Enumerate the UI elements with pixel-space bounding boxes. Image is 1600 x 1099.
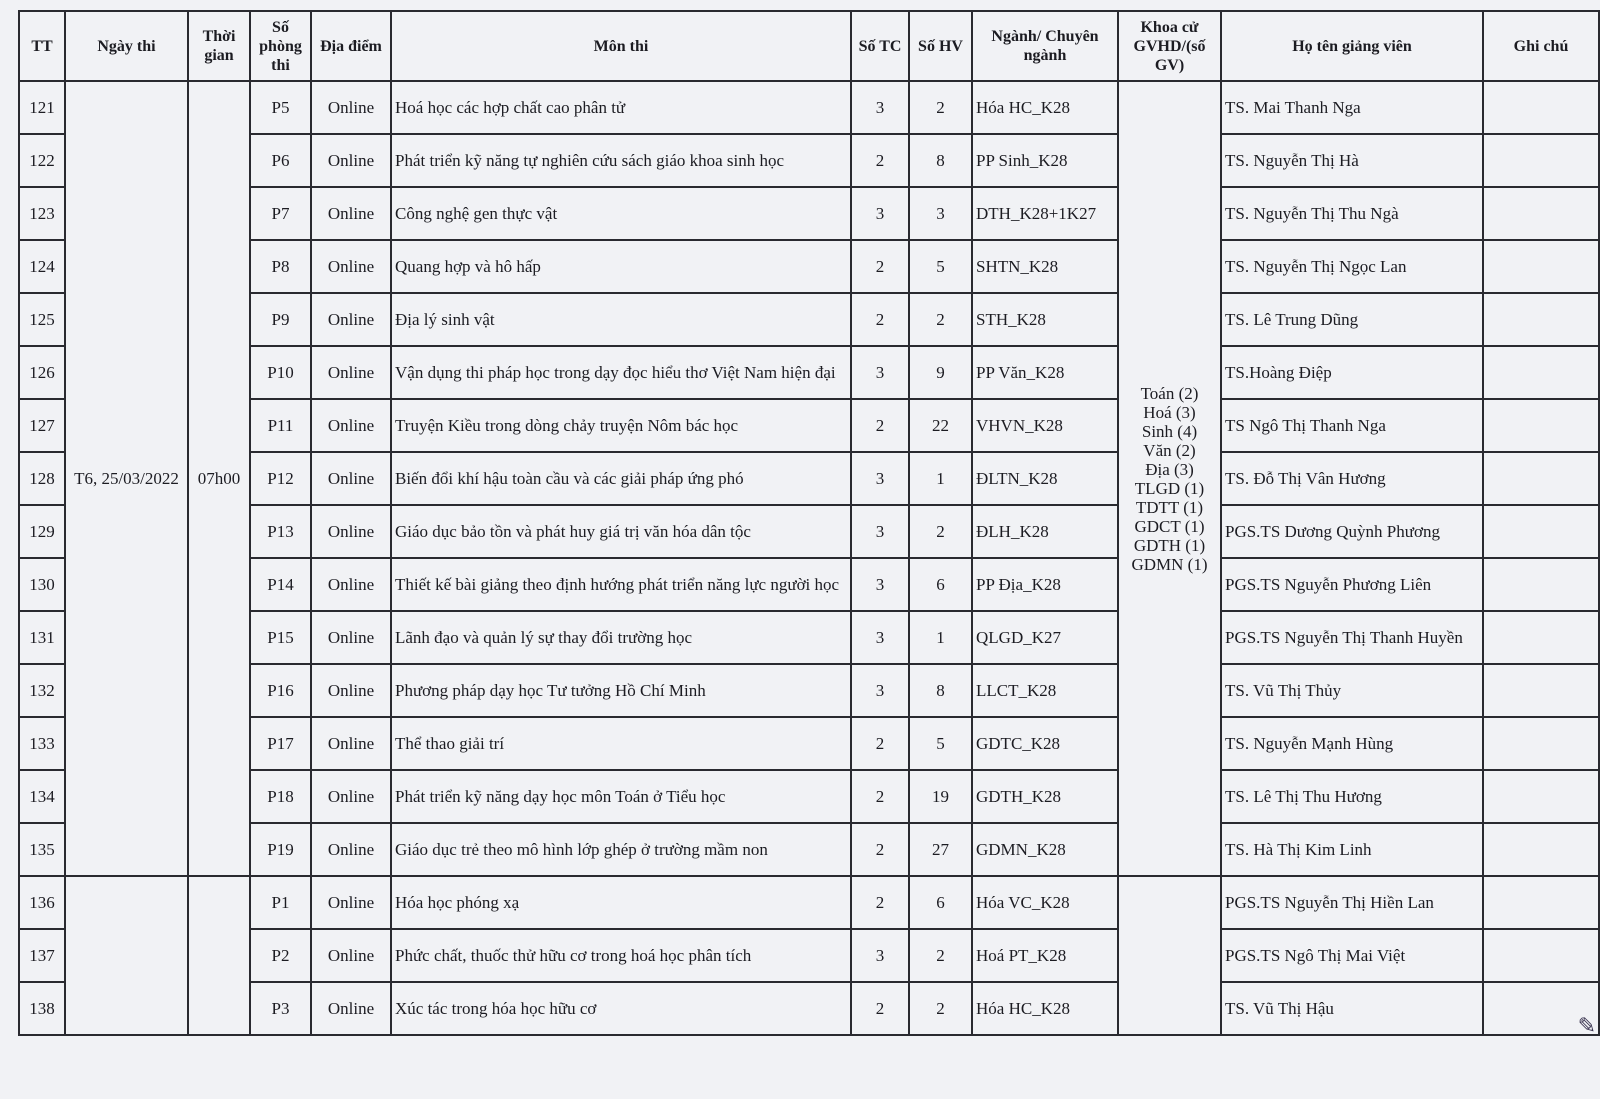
students-cell: 22 (909, 399, 972, 452)
room-cell: P7 (250, 187, 311, 240)
location-cell: Online (311, 346, 391, 399)
major-cell: VHVN_K28 (972, 399, 1118, 452)
major-cell: PP Địa_K28 (972, 558, 1118, 611)
lecturer-cell: TS. Nguyễn Thị Hà (1221, 134, 1483, 187)
students-cell: 8 (909, 664, 972, 717)
subject-cell: Truyện Kiều trong dòng chảy truyện Nôm bác học (391, 399, 851, 452)
location-cell: Online (311, 823, 391, 876)
row-number: 136 (19, 876, 65, 929)
room-cell: P18 (250, 770, 311, 823)
students-cell: 2 (909, 929, 972, 982)
subject-cell: Phương pháp dạy học Tư tưởng Hồ Chí Minh (391, 664, 851, 717)
row-number: 134 (19, 770, 65, 823)
students-cell: 6 (909, 876, 972, 929)
table-row (19, 929, 1599, 982)
lecturer-cell: TS. Mai Thanh Nga (1221, 81, 1483, 134)
major-cell: Hóa VC_K28 (972, 876, 1118, 929)
credits-cell: 3 (851, 505, 909, 558)
lecturer-cell: PGS.TS Dương Quỳnh Phương (1221, 505, 1483, 558)
lecturer-cell: TS. Lê Trung Dũng (1221, 293, 1483, 346)
subject-cell: Phức chất, thuốc thử hữu cơ trong hoá học phân tích (391, 929, 851, 982)
room-cell: P15 (250, 611, 311, 664)
notes-cell (1483, 452, 1599, 505)
row-number: 137 (19, 929, 65, 982)
table-row (19, 770, 1599, 823)
subject-cell: Công nghệ gen thực vật (391, 187, 851, 240)
header-tt: TT (19, 11, 65, 81)
location-cell: Online (311, 187, 391, 240)
exam-date-cell: T6, 25/03/2022 (65, 81, 188, 876)
header-major: Ngành/ Chuyên ngành (972, 11, 1118, 81)
row-number: 125 (19, 293, 65, 346)
credits-cell: 3 (851, 187, 909, 240)
credits-cell: 2 (851, 770, 909, 823)
table-row (19, 982, 1599, 1035)
major-cell: ĐLH_K28 (972, 505, 1118, 558)
major-cell: Hóa HC_K28 (972, 81, 1118, 134)
students-cell: 5 (909, 240, 972, 293)
subject-cell: Thiết kế bài giảng theo định hướng phát triển năng lực người học (391, 558, 851, 611)
notes-cell (1483, 717, 1599, 770)
room-cell: P14 (250, 558, 311, 611)
notes-cell (1483, 558, 1599, 611)
lecturer-cell: TS. Lê Thị Thu Hương (1221, 770, 1483, 823)
major-cell: DTH_K28+1K27 (972, 187, 1118, 240)
lecturer-cell: TS.Hoàng Điệp (1221, 346, 1483, 399)
credits-cell: 2 (851, 982, 909, 1035)
students-cell: 2 (909, 293, 972, 346)
row-number: 132 (19, 664, 65, 717)
row-number: 123 (19, 187, 65, 240)
students-cell: 2 (909, 81, 972, 134)
notes-cell (1483, 664, 1599, 717)
table-row (19, 346, 1599, 399)
credits-cell: 2 (851, 240, 909, 293)
header-lecturer: Họ tên giảng viên (1221, 11, 1483, 81)
subject-cell: Giáo dục trẻ theo mô hình lớp ghép ở trường mầm non (391, 823, 851, 876)
lecturer-cell: TS. Đỗ Thị Vân Hương (1221, 452, 1483, 505)
notes-cell (1483, 240, 1599, 293)
row-number: 135 (19, 823, 65, 876)
header-notes: Ghi chú (1483, 11, 1599, 81)
credits-cell: 3 (851, 452, 909, 505)
row-number: 130 (19, 558, 65, 611)
credits-cell: 3 (851, 558, 909, 611)
subject-cell: Biến đổi khí hậu toàn cầu và các giải pháp ứng phó (391, 452, 851, 505)
table-row (19, 293, 1599, 346)
header-location: Địa điểm (311, 11, 391, 81)
major-cell: ĐLTN_K28 (972, 452, 1118, 505)
location-cell: Online (311, 929, 391, 982)
location-cell: Online (311, 982, 391, 1035)
major-cell: PP Sinh_K28 (972, 134, 1118, 187)
notes-cell (1483, 823, 1599, 876)
credits-cell: 2 (851, 823, 909, 876)
room-cell: P13 (250, 505, 311, 558)
students-cell: 2 (909, 982, 972, 1035)
credits-cell: 3 (851, 929, 909, 982)
major-cell: GDMN_K28 (972, 823, 1118, 876)
lecturer-cell: PGS.TS Nguyễn Thị Hiền Lan (1221, 876, 1483, 929)
location-cell: Online (311, 717, 391, 770)
subject-cell: Hoá học các hợp chất cao phân tử (391, 81, 851, 134)
table-row (19, 399, 1599, 452)
major-cell: QLGD_K27 (972, 611, 1118, 664)
credits-cell: 2 (851, 717, 909, 770)
faculty-line: TLGD (1) (1134, 478, 1205, 498)
lecturer-cell: TS. Nguyễn Mạnh Hùng (1221, 717, 1483, 770)
exam-time-cell: 07h00 (188, 81, 250, 876)
major-cell: GDTH_K28 (972, 770, 1118, 823)
row-number: 129 (19, 505, 65, 558)
notes-cell (1483, 399, 1599, 452)
room-cell: P5 (250, 81, 311, 134)
subject-cell: Hóa học phóng xạ (391, 876, 851, 929)
credits-cell: 2 (851, 399, 909, 452)
location-cell: Online (311, 770, 391, 823)
subject-cell: Quang hợp và hô hấp (391, 240, 851, 293)
major-cell: SHTN_K28 (972, 240, 1118, 293)
major-cell: GDTC_K28 (972, 717, 1118, 770)
faculty-line: TDTT (1) (1135, 497, 1204, 517)
exam-date-cell (65, 876, 188, 1035)
notes-cell (1483, 929, 1599, 982)
credits-cell: 3 (851, 664, 909, 717)
header-time: Thời gian (188, 11, 250, 81)
room-cell: P10 (250, 346, 311, 399)
lecturer-cell: TS. Nguyễn Thị Thu Ngà (1221, 187, 1483, 240)
row-number: 131 (19, 611, 65, 664)
faculty-cell (1118, 81, 1221, 876)
lecturer-cell: PGS.TS Ngô Thị Mai Việt (1221, 929, 1483, 982)
faculty-line: Văn (2) (1143, 440, 1196, 460)
students-cell: 1 (909, 611, 972, 664)
table-row (19, 717, 1599, 770)
room-cell: P9 (250, 293, 311, 346)
lecturer-cell: TS Ngô Thị Thanh Nga (1221, 399, 1483, 452)
notes-cell (1483, 876, 1599, 929)
notes-cell (1483, 293, 1599, 346)
students-cell: 27 (909, 823, 972, 876)
row-number: 122 (19, 134, 65, 187)
subject-cell: Phát triển kỹ năng tự nghiên cứu sách giáo khoa sinh học (391, 134, 851, 187)
faculty-line: GDCT (1) (1134, 516, 1205, 536)
students-cell: 9 (909, 346, 972, 399)
room-cell: P12 (250, 452, 311, 505)
credits-cell: 2 (851, 293, 909, 346)
notes-cell (1483, 187, 1599, 240)
students-cell: 1 (909, 452, 972, 505)
credits-cell: 3 (851, 346, 909, 399)
location-cell: Online (311, 558, 391, 611)
row-number: 128 (19, 452, 65, 505)
room-cell: P3 (250, 982, 311, 1035)
table-row (19, 664, 1599, 717)
faculty-line: Sinh (4) (1141, 421, 1198, 441)
room-cell: P2 (250, 929, 311, 982)
table-row (19, 81, 1599, 134)
students-cell: 3 (909, 187, 972, 240)
table-header-row (19, 11, 1599, 81)
faculty-line: Hoá (3) (1143, 402, 1196, 422)
header-exam-date: Ngày thi (65, 11, 188, 81)
room-cell: P6 (250, 134, 311, 187)
major-cell: Hoá PT_K28 (972, 929, 1118, 982)
row-number: 127 (19, 399, 65, 452)
location-cell: Online (311, 81, 391, 134)
credits-cell: 3 (851, 611, 909, 664)
header-subject: Môn thi (391, 11, 851, 81)
students-cell: 2 (909, 505, 972, 558)
table-row (19, 558, 1599, 611)
major-cell: LLCT_K28 (972, 664, 1118, 717)
room-cell: P16 (250, 664, 311, 717)
room-cell: P8 (250, 240, 311, 293)
room-cell: P17 (250, 717, 311, 770)
subject-cell: Xúc tác trong hóa học hữu cơ (391, 982, 851, 1035)
students-cell: 8 (909, 134, 972, 187)
table-row (19, 611, 1599, 664)
students-cell: 19 (909, 770, 972, 823)
major-cell: STH_K28 (972, 293, 1118, 346)
students-cell: 6 (909, 558, 972, 611)
table-row (19, 240, 1599, 293)
notes-cell (1483, 81, 1599, 134)
lecturer-cell: PGS.TS Nguyễn Phương Liên (1221, 558, 1483, 611)
lecturer-cell: TS. Hà Thị Kim Linh (1221, 823, 1483, 876)
header-faculty: Khoa cử GVHD/(số GV) (1118, 11, 1221, 81)
faculty-line: GDMN (1) (1131, 554, 1208, 574)
notes-cell (1483, 611, 1599, 664)
signature-mark: ✎ (1577, 1013, 1596, 1038)
lecturer-cell: TS. Vũ Thị Thủy (1221, 664, 1483, 717)
location-cell: Online (311, 505, 391, 558)
faculty-line: GDTH (1) (1133, 535, 1206, 555)
major-cell: Hóa HC_K28 (972, 982, 1118, 1035)
location-cell: Online (311, 399, 391, 452)
location-cell: Online (311, 452, 391, 505)
faculty-line: Toán (2) (1140, 383, 1199, 403)
table-row (19, 505, 1599, 558)
subject-cell: Thể thao giải trí (391, 717, 851, 770)
table-row (19, 187, 1599, 240)
faculty-line: Địa (3) (1145, 459, 1194, 479)
room-cell: P11 (250, 399, 311, 452)
header-room: Số phòng thi (250, 11, 311, 81)
notes-cell (1483, 346, 1599, 399)
exam-time-cell (188, 876, 250, 1035)
credits-cell: 2 (851, 134, 909, 187)
major-cell: PP Văn_K28 (972, 346, 1118, 399)
row-number: 124 (19, 240, 65, 293)
location-cell: Online (311, 876, 391, 929)
room-cell: P1 (250, 876, 311, 929)
location-cell: Online (311, 134, 391, 187)
table-row (19, 134, 1599, 187)
notes-cell (1483, 505, 1599, 558)
room-cell: P19 (250, 823, 311, 876)
table-row (19, 452, 1599, 505)
students-cell: 5 (909, 717, 972, 770)
exam-schedule-table (18, 10, 1600, 1036)
lecturer-cell: PGS.TS Nguyễn Thị Thanh Huyền (1221, 611, 1483, 664)
credits-cell: 2 (851, 876, 909, 929)
notes-cell (1483, 134, 1599, 187)
subject-cell: Lãnh đạo và quản lý sự thay đổi trường học (391, 611, 851, 664)
table-row (19, 823, 1599, 876)
location-cell: Online (311, 293, 391, 346)
location-cell: Online (311, 240, 391, 293)
table-row (19, 876, 1599, 929)
header-credits: Số TC (851, 11, 909, 81)
lecturer-cell: TS. Vũ Thị Hậu (1221, 982, 1483, 1035)
credits-cell: 3 (851, 81, 909, 134)
notes-cell (1483, 770, 1599, 823)
location-cell: Online (311, 611, 391, 664)
lecturer-cell: TS. Nguyễn Thị Ngọc Lan (1221, 240, 1483, 293)
faculty-cell (1118, 876, 1221, 1035)
row-number: 126 (19, 346, 65, 399)
row-number: 121 (19, 81, 65, 134)
row-number: 133 (19, 717, 65, 770)
subject-cell: Vận dụng thi pháp học trong dạy đọc hiểu thơ Việt Nam hiện đại (391, 346, 851, 399)
header-students: Số HV (909, 11, 972, 81)
row-number: 138 (19, 982, 65, 1035)
subject-cell: Phát triển kỹ năng dạy học môn Toán ở Tiểu học (391, 770, 851, 823)
subject-cell: Địa lý sinh vật (391, 293, 851, 346)
location-cell: Online (311, 664, 391, 717)
subject-cell: Giáo dục bảo tồn và phát huy giá trị văn hóa dân tộc (391, 505, 851, 558)
